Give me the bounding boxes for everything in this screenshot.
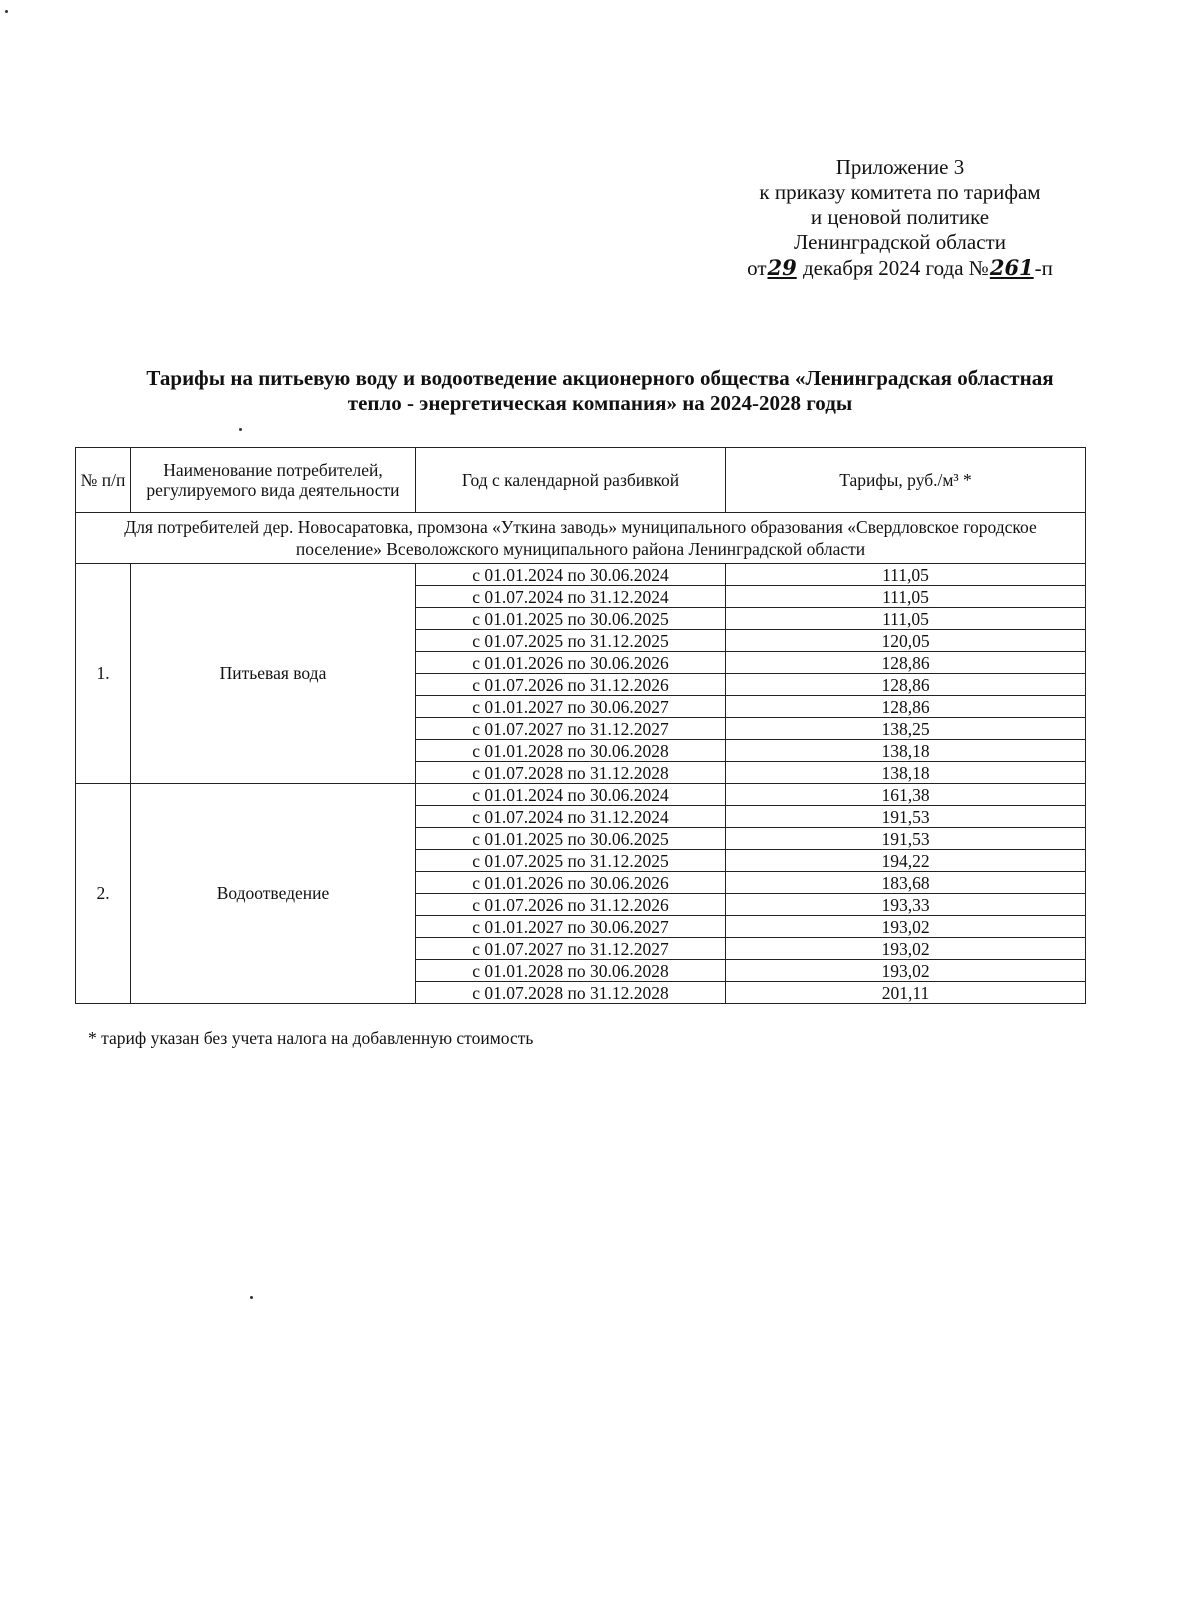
period-cell: с 01.07.2027 по 31.12.2027 bbox=[416, 718, 726, 740]
period-cell: с 01.07.2028 по 31.12.2028 bbox=[416, 762, 726, 784]
consumer-activity-name: Водоотведение bbox=[131, 784, 416, 1004]
date-prefix: от bbox=[747, 256, 767, 280]
period-cell: с 01.07.2026 по 31.12.2026 bbox=[416, 674, 726, 696]
consumer-activity-name: Питьевая вода bbox=[131, 564, 416, 784]
tariff-cell: 161,38 bbox=[726, 784, 1086, 806]
tariff-cell: 128,86 bbox=[726, 674, 1086, 696]
tariff-cell: 111,05 bbox=[726, 564, 1086, 586]
period-cell: с 01.01.2026 по 30.06.2026 bbox=[416, 652, 726, 674]
appendix-line-3: и ценовой политике bbox=[810, 205, 990, 229]
group-note: Для потребителей дер. Новосаратовка, промзона «Уткина заводь» муниципального образования «Свердловское городское поселение» Всеволожского муниципального района Ленинградской области bbox=[76, 513, 1086, 564]
title-line-2: тепло - энергетическая компания» на 2024-2028 годы bbox=[347, 391, 853, 415]
handwritten-order-number: 261 bbox=[989, 255, 1034, 280]
appendix-date-line bbox=[700, 255, 1100, 281]
date-middle: декабря 2024 года № bbox=[802, 256, 989, 280]
period-cell: с 01.01.2025 по 30.06.2025 bbox=[416, 828, 726, 850]
header-tariff: Тарифы, руб./м³ * bbox=[726, 448, 1086, 513]
appendix-line-4: Ленинградской области bbox=[794, 230, 1006, 254]
tariff-cell: 111,05 bbox=[726, 586, 1086, 608]
header-consumer-name: Наименование потребителей, регулируемого вида деятельности bbox=[131, 448, 416, 513]
appendix-block bbox=[700, 155, 1100, 281]
period-cell: с 01.01.2028 по 30.06.2028 bbox=[416, 960, 726, 982]
appendix-line-2: к приказу комитета по тарифам bbox=[759, 180, 1041, 204]
scan-speck bbox=[5, 10, 8, 13]
period-cell: с 01.07.2026 по 31.12.2026 bbox=[416, 894, 726, 916]
header-number: № п/п bbox=[76, 448, 131, 513]
tariff-cell: 128,86 bbox=[726, 652, 1086, 674]
document-title bbox=[100, 366, 1100, 416]
table-row bbox=[76, 564, 1086, 586]
tariff-cell: 191,53 bbox=[726, 828, 1086, 850]
tariff-cell: 201,11 bbox=[726, 982, 1086, 1004]
period-cell: с 01.01.2027 по 30.06.2027 bbox=[416, 916, 726, 938]
period-cell: с 01.07.2027 по 31.12.2027 bbox=[416, 938, 726, 960]
tariff-cell: 193,33 bbox=[726, 894, 1086, 916]
period-cell: с 01.01.2028 по 30.06.2028 bbox=[416, 740, 726, 762]
footnote: * тариф указан без учета налога на добавленную стоимость bbox=[88, 1028, 534, 1048]
order-number-suffix: -п bbox=[1034, 256, 1053, 280]
period-cell: с 01.01.2026 по 30.06.2026 bbox=[416, 872, 726, 894]
title-line-1: Тарифы на питьевую воду и водоотведение акционерного общества «Ленинградская областная bbox=[146, 366, 1054, 390]
period-cell: с 01.01.2024 по 30.06.2024 bbox=[416, 784, 726, 806]
appendix-line-1: Приложение 3 bbox=[835, 155, 965, 179]
period-cell: с 01.07.2025 по 31.12.2025 bbox=[416, 630, 726, 652]
period-cell: с 01.07.2025 по 31.12.2025 bbox=[416, 850, 726, 872]
tariff-cell: 111,05 bbox=[726, 608, 1086, 630]
tariff-cell: 138,18 bbox=[726, 740, 1086, 762]
group-note-row bbox=[76, 513, 1086, 564]
tariff-cell: 193,02 bbox=[726, 916, 1086, 938]
tariff-cell: 193,02 bbox=[726, 960, 1086, 982]
handwritten-day: 29 bbox=[767, 255, 797, 280]
tariff-cell: 183,68 bbox=[726, 872, 1086, 894]
period-cell: с 01.07.2028 по 31.12.2028 bbox=[416, 982, 726, 1004]
scan-speck bbox=[239, 428, 242, 431]
header-period: Год с календарной разбивкой bbox=[416, 448, 726, 513]
period-cell: с 01.07.2024 по 31.12.2024 bbox=[416, 806, 726, 828]
tariff-cell: 193,02 bbox=[726, 938, 1086, 960]
period-cell: с 01.07.2024 по 31.12.2024 bbox=[416, 586, 726, 608]
period-cell: с 01.01.2024 по 30.06.2024 bbox=[416, 564, 726, 586]
row-number: 2. bbox=[76, 784, 131, 1004]
tariff-cell: 128,86 bbox=[726, 696, 1086, 718]
period-cell: с 01.01.2025 по 30.06.2025 bbox=[416, 608, 726, 630]
scan-speck bbox=[250, 1296, 253, 1299]
tariff-cell: 191,53 bbox=[726, 806, 1086, 828]
row-number: 1. bbox=[76, 564, 131, 784]
table-header-row bbox=[76, 448, 1086, 513]
tariff-cell: 138,25 bbox=[726, 718, 1086, 740]
tariff-cell: 138,18 bbox=[726, 762, 1086, 784]
tariff-cell: 120,05 bbox=[726, 630, 1086, 652]
tariff-cell: 194,22 bbox=[726, 850, 1086, 872]
table-row bbox=[76, 784, 1086, 806]
tariff-table bbox=[75, 447, 1086, 1004]
period-cell: с 01.01.2027 по 30.06.2027 bbox=[416, 696, 726, 718]
